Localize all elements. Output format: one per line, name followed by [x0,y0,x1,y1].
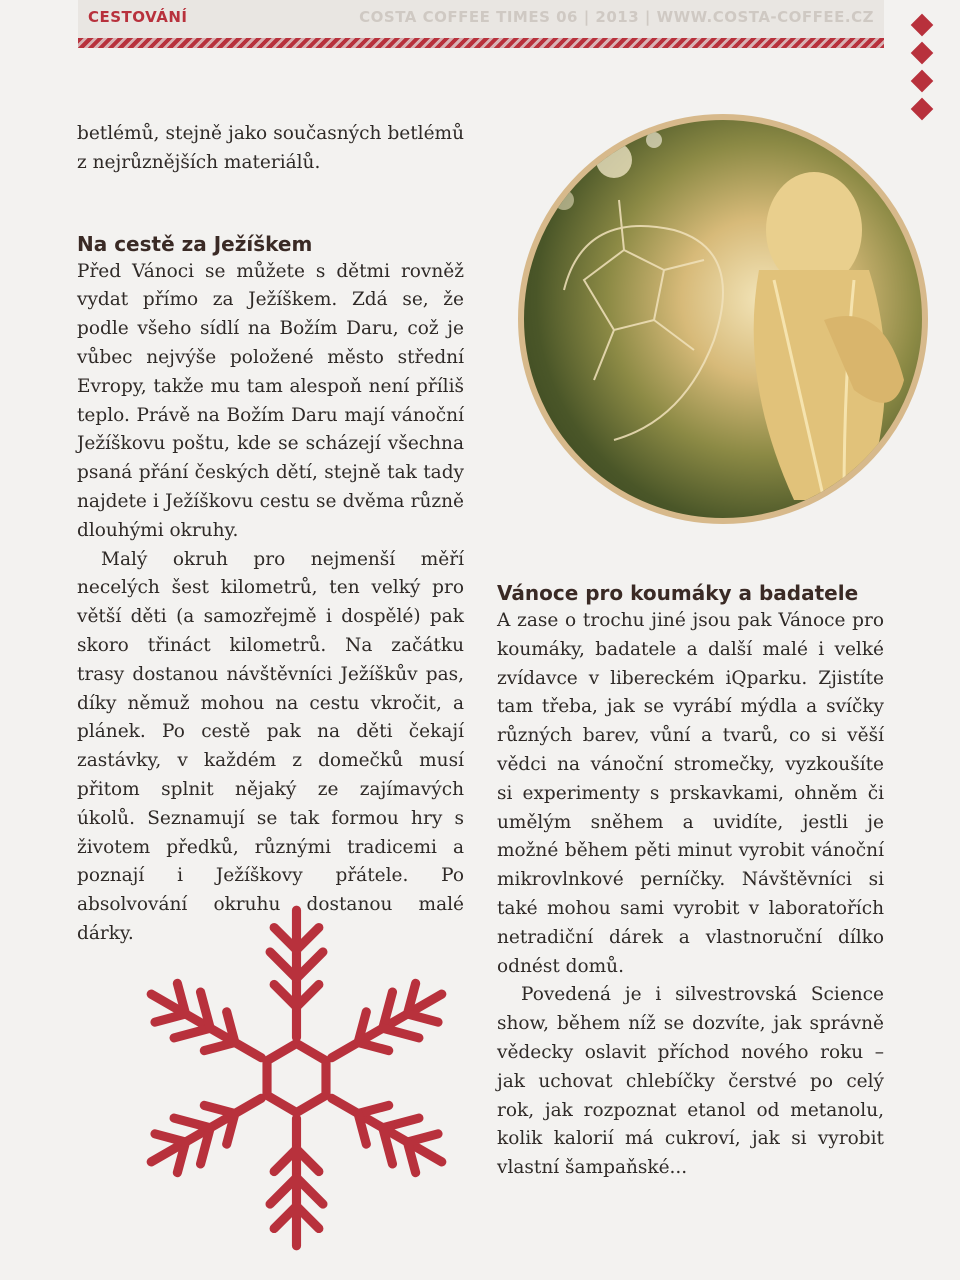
header-stripe [78,38,884,48]
paragraph: Povedená je i silvestrovská Science show, během níž se dozvíte, jak správně vědecky oslavit příchod nového roku – jak uchovat chlebíčky čerstvé po celý rok, jak rozpoznat etanol od metanolu, kolik kalorií má cukroví, jak si vyrobit vlastní šampaňské... [497,984,884,1179]
diamond-ornament [911,14,934,37]
straw-angel-photo [518,114,928,524]
diamond-ornament [911,98,934,121]
diamond-ornament [911,42,934,65]
right-column [497,579,884,1183]
page-header [78,0,884,38]
paragraph: Malý okruh pro nejmenší měří necelých šest kilometrů, ten velký pro větší děti (a samozřejmě i dospělé) pak skoro třináct kilometrů. Na začátku trasy dostanou návštěvníci Ježíškův pas, díky němuž mohou na cestu vkročit, a plánek. Po cestě pak na děti čekají zastávky, v každém z domečků musí přitom splnit nějaký ze zajímavých úkolů. Seznamují se tak formou hry s životem předků, různými tradicemi a poznají i Ježíškovy přátele. Po absolvování okruhu dostanou malé dárky. [77,548,464,944]
photo-illustration [524,120,922,518]
issue-info: COSTA COFFEE TIMES 06 | 2013 | WWW.COSTA-COFFEE.CZ [359,8,874,26]
intro-paragraph: betlémů, stejně jako současných betlémů z nejrůznějších materiálů. [77,123,464,173]
paragraph: Před Vánoci se můžete s dětmi rovněž vydat přímo za Ježíškem. Zdá se, že podle všeho sídlí na Božím Daru, což je vůbec nejvýše položené město střední Evropy, takže mu tam alespoň není příliš teplo. Právě na Božím Daru mají vánoční Ježíškovu poštu, kde se scházejí všechna psaná přání českých dětí, stejně tak tady najdete i Ježíškovu cestu se dvěma různě dlouhými okruhy. [77,260,464,541]
heading-koumaky: Vánoce pro koumáky a badatele [497,581,859,605]
left-column [77,120,464,949]
heading-jeziskem: Na cestě za Ježíškem [77,231,313,256]
diamond-ornament [911,70,934,93]
snowflake-icon [144,904,449,1252]
paragraph: A zase o trochu jiné jsou pak Vánoce pro koumáky, badatele a další malé i velké zvídavce v libereckém iQparku. Zjistíte tam třeba, jak se vyrábí mýdla a svíčky různých barev, vůní a tvarů, co si věší vědci na vánoční stromečky, vyzkoušíte si experimenty s prskavkami, ohněm či umělým sněhem a uvidíte, jestli je možné během pěti minut vyrobit vánoční mikrovlnkové perníčky. Návštěvníci si také mohou sami vyrobit v laboratořích netradiční dárek a vlastnoruční dílko odnést domů. [497,610,884,977]
section-label: CESTOVÁNÍ [88,8,188,26]
